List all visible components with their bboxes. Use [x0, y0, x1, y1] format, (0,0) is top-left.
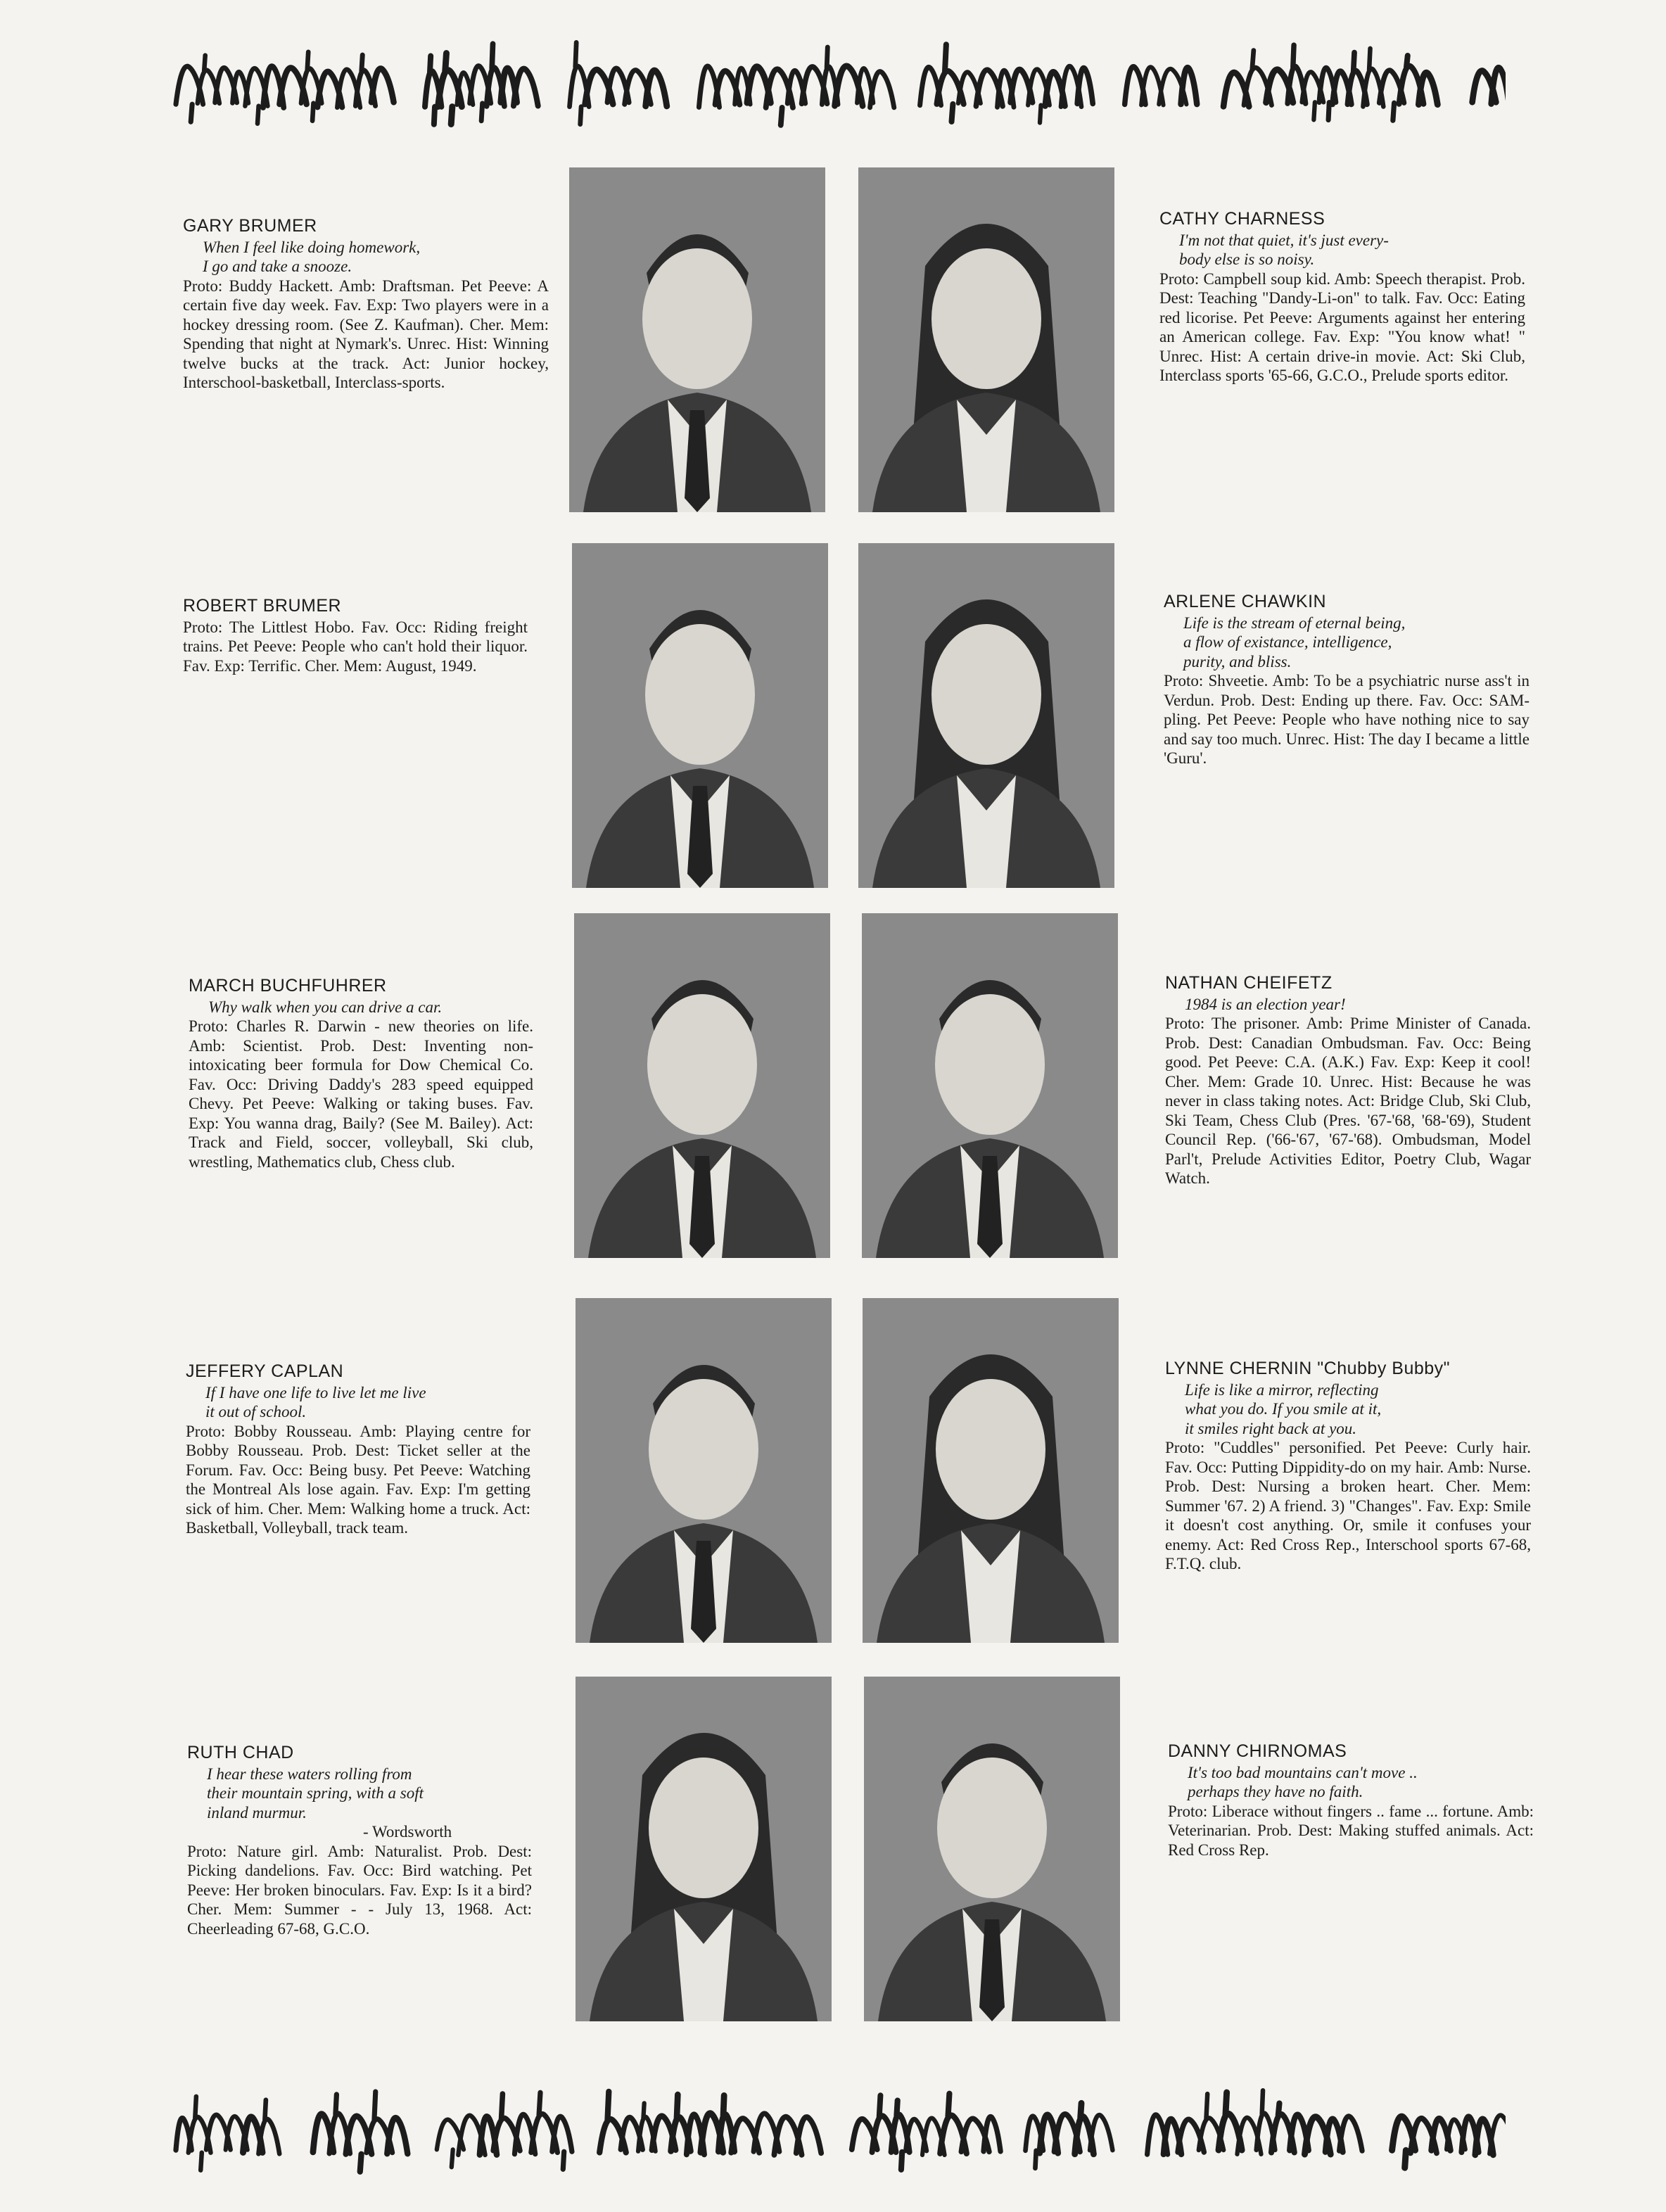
script-stroke [258, 2100, 279, 2154]
student-motto: Life is the stream of eternal being, a flow of existance, intelligence, purity, and bliss. [1183, 614, 1406, 670]
portrait-photo [863, 1298, 1119, 1643]
portrait-photo [576, 1298, 832, 1643]
portrait-photo [864, 1677, 1120, 2021]
student-motto: It's too bad mountains can't move .. perhaps they have no faith. [1188, 1763, 1418, 1800]
student-entry [1165, 974, 1531, 1188]
student-entry [187, 1743, 532, 1938]
student-bio: Proto: The prisoner. Amb: Prime Minister of Canada. Prob. Dest: Canadian Ombudsman. Fav. Occ: Being good. Pet Peeve: C.A. (A.K.) Fav. Exp: Keep it cool! Cher. Mem: Grade 10. Unrec. Hist: Because he was never in class taking notes. Act: Bridge Club, Ski Club, Ski Team, Chess Club (Pres. '67-'68, '68-'69), Student Council Rep. ('66-'67, '67-'68). Ombudsman, Model Parl't, Prelude Activities Editor, Poetry Club, Wagar Watch. [1165, 1015, 1531, 1187]
face-shape [931, 624, 1041, 765]
student-bio: Proto: Buddy Hackett. Amb: Draftsman. Pet Peeve: A certain five day week. Fav. Exp: Two players were in a hockey dressing room. (See Z. Kaufman). Cher. Mem: Spending that night at Nymark's. Unrec. Hist: Winning twelve bucks at the track. Act: Junior hockey, Interschool-basketball, Interclass-sports. [183, 276, 549, 391]
script-stroke [1492, 68, 1506, 104]
script-stroke [646, 70, 667, 106]
student-motto: Why walk when you can drive a car. [208, 998, 443, 1016]
face-shape [647, 994, 757, 1135]
student-entry [189, 977, 533, 1171]
student-bio: Proto: Shveetie. Amb: To be a psychiatric nurse ass't in Verdun. Prob. Dest: Ending up there. Fav. Occ: SAM-pling. Pet Peeve: People who have nothing nice to say and say too much. Unrec. Hist: The day I became a little 'Guru'. [1164, 672, 1530, 767]
student-name: ARLENE CHAWKIN [1164, 592, 1327, 611]
face-shape [649, 1379, 758, 1520]
face-shape [649, 1757, 758, 1898]
script-stroke [552, 2116, 572, 2169]
student-entry [186, 1362, 530, 1538]
face-shape [642, 248, 752, 389]
student-motto: 1984 is an election year! [1185, 995, 1346, 1013]
portrait-photo [858, 543, 1114, 888]
script-stroke [1077, 68, 1093, 104]
student-entry [183, 217, 549, 393]
student-motto: When I feel like doing homework, I go and take a snooze. [203, 238, 421, 275]
student-name: LYNNE CHERNIN "Chubby Bubby" [1165, 1359, 1451, 1378]
student-motto: If I have one life to live let me live it out of school. [205, 1383, 426, 1420]
script-stroke [1418, 72, 1437, 104]
student-name: DANNY CHIRNOMAS [1168, 1741, 1347, 1761]
student-name: GARY BRUMER [183, 216, 317, 236]
student-name: MARCH BUCHFUHRER [189, 976, 387, 996]
portrait-photo [576, 1677, 832, 2021]
script-stroke [1489, 2115, 1506, 2154]
student-name: RUTH CHAD [187, 1743, 294, 1762]
student-bio: Proto: "Cuddles" personified. Pet Peeve: Curly hair. Fav. Occ: Putting Dippidity-do on my hair. Amb: Nurse. Prob. Dest: Nursing a broken heart. Cher. Mem: Summer '67. 2) A friend. 3) "Changes". Fav. Exp: Smile it doesn't cost anything. Or, smile it confuses your enemy. Act: Red Cross Rep., Interschool sports 67-68, F.T.Q. club. [1165, 1439, 1531, 1572]
student-name: ROBERT BRUMER [183, 596, 342, 616]
portrait-photo [572, 543, 828, 888]
student-motto: I hear these waters rolling from their mountain spring, with a soft inland murmur. [207, 1765, 424, 1822]
face-shape [645, 624, 755, 765]
student-name: NATHAN CHEIFETZ [1165, 973, 1333, 993]
top-decorative-script [169, 28, 1506, 134]
script-stroke [984, 2117, 1000, 2151]
face-shape [931, 248, 1041, 389]
student-bio: Proto: Charles R. Darwin - new theories on life. Amb: Scientist. Prob. Dest: Inventing non-intoxicating beer formula for Dow Chemical Co. Fav. Occ: Driving Daddy's 283 speed equipped Chevy. Pet Peeve: Walking or taking buses. Fav. Exp: You wanna drag, Baily? (See M. Bailey). Act: Track and Field, soccer, volleyball, Ski club, wrestling, Mathematics club, Chess club. [189, 1017, 533, 1171]
student-motto: Life is like a mirror, reflecting what you do. If you smile at it, it smiles right back at you. [1185, 1380, 1382, 1437]
student-bio: Proto: Campbell soup kid. Amb: Speech therapist. Prob. Dest: Teaching "Dandy-Li-on" to talk. Fav. Occ: Eating red licorise. Pet Peeve: Arguments against her entering an American college. Fav. Exp: "You know what! " Unrec. Hist: A certain drive-in movie. Act: Ski Club, Interclass sports '65-66, G.C.O., Prelude sports editor. [1159, 269, 1525, 384]
motto-attribution: - Wordsworth [363, 1823, 452, 1841]
script-stroke [387, 2118, 407, 2154]
student-bio: Proto: Nature girl. Amb: Naturalist. Prob. Dest: Picking dandelions. Fav. Occ: Bird watching. Pet Peeve: Her broken binoculars. Fav. Exp: Is it a bird? Cher. Mem: Summer - - July 13, 1968. Act: Cheerleading 67-68, G.C.O. [187, 1842, 532, 1938]
portrait-photo [858, 167, 1114, 512]
portrait-photo [569, 167, 825, 512]
portrait-photo [862, 913, 1118, 1258]
student-motto: I'm not that quiet, it's just every- body else is so noisy. [1179, 231, 1389, 268]
student-bio: Proto: Bobby Rousseau. Amb: Playing centre for Bobby Rousseau. Prob. Dest: Ticket seller at the Forum. Fav. Occ: Being busy. Pet Peeve: Watching the Montreal Als lose again. Fav. Exp: I'm getting sick of him. Cher. Mem: Walking home a truck. Act: Basketball, Volleyball, track team. [186, 1422, 530, 1537]
student-entry [1168, 1742, 1534, 1860]
face-shape [936, 1379, 1045, 1520]
student-bio: Proto: Liberace without fingers .. fame ... fortune. Amb: Veterinarian. Prob. Dest: Making stuffed animals. Act: Red Cross Rep. [1168, 1802, 1534, 1859]
script-stroke [1181, 68, 1197, 104]
student-entry [183, 597, 528, 675]
student-entry [1165, 1359, 1531, 1574]
face-shape [935, 994, 1045, 1135]
script-stroke [371, 68, 394, 102]
student-name: CATHY CHARNESS [1159, 209, 1325, 229]
student-entry [1159, 210, 1525, 386]
portrait-photo [574, 913, 830, 1258]
face-shape [937, 1757, 1047, 1898]
student-name: JEFFERY CAPLAN [186, 1361, 344, 1381]
student-bio: Proto: The Littlest Hobo. Fav. Occ: Riding freight trains. Pet Peeve: People who can't hold their liquor. Fav. Exp: Terrific. Cher. Mem: August, 1949. [183, 618, 528, 675]
bottom-decorative-script [169, 2076, 1506, 2181]
student-entry [1164, 592, 1530, 768]
